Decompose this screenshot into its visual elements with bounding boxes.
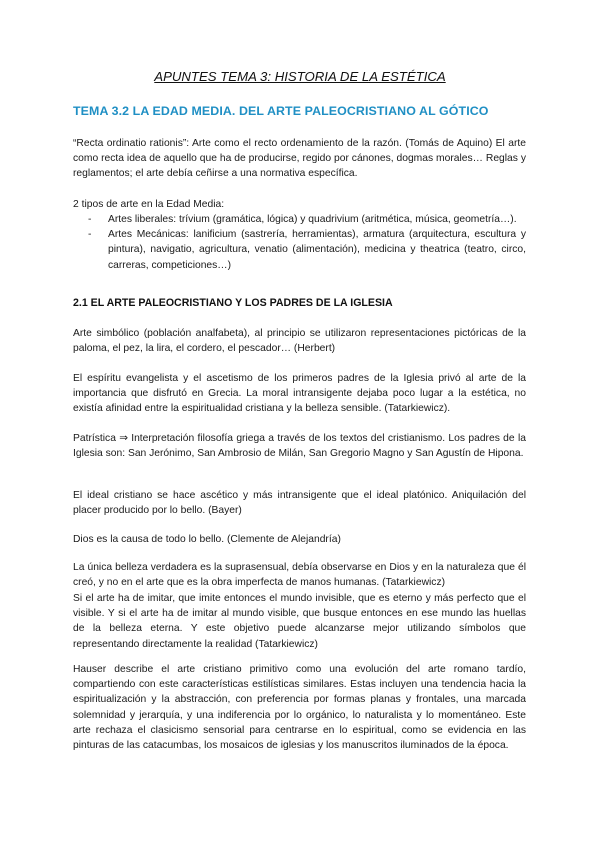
paragraph: Patrística ⇒ Interpretación filosofía griega a través de los textos del cristianismo. Los padres de la Iglesia son: San Jerónimo, San Ambrosio de Milán, San Gregorio Magno y San Agustín de Hipona. [73, 433, 526, 460]
art-types-list [88, 212, 526, 273]
paragraph: El ideal cristiano se hace ascético y más intransigente que el ideal platónico. Aniquilación del placer producido por lo bello. (Bayer) [73, 490, 526, 517]
paragraph: El espíritu evangelista y el ascetismo de los primeros padres de la Iglesia privó al arte de la importancia que disfrutó en Grecia. La moral intransigente dejaba poco lugar a la estética, no existía afinidad entre la espiritualidad cristiana y la belleza sensible. (Tatarkiewicz). [73, 373, 526, 415]
list-item-text: Artes Mecánicas: lanificium (sastrería, herramientas), armatura (arquitectura, escultura y pintura), navigatio, agricultura, venatio (alimentación), medicina y theatrica (teatro, circo, carreras, competiciones…) [108, 229, 526, 271]
paragraph: Dios es la causa de todo lo bello. (Clemente de Alejandría) [73, 534, 341, 545]
paragraph: La única belleza verdadera es la suprasensual, debía observarse en Dios y en la naturaleza que él creó, y no en el arte que es la obra imperfecta de manos humanas. (Tatarkiewicz) [73, 562, 526, 589]
list-bullet: - [88, 229, 92, 241]
subsection-title: 2.1 EL ARTE PALEOCRISTIANO Y LOS PADRES DE LA IGLESIA [73, 297, 393, 309]
types-heading: 2 tipos de arte en la Edad Media: [73, 199, 225, 210]
list-item-text: Artes liberales: trívium (gramática, lógica) y quadrivium (aritmética, música, geometría…). [108, 214, 517, 225]
intro-paragraph: “Recta ordinatio rationis”: Arte como el recto ordenamiento de la razón. (Tomás de Aquino) El arte como recta idea de aquello que ha de producirse, regido por cánones, dogmas morales… Reglas y reglamentos; el arte debía ceñirse a una normativa específica. [73, 138, 526, 180]
section-title: TEMA 3.2 LA EDAD MEDIA. DEL ARTE PALEOCRISTIANO AL GÓTICO [73, 104, 489, 118]
paragraph: Hauser describe el arte cristiano primitivo como una evolución del arte romano tardío, compartiendo con este características estilísticas similares. Estas incluyen una tendencia hacia la espiritualización y la abstracción, con preferencia por formas planas y frontales, una marcada solemnidad y jerarquía, y una indiferencia por lo orgánico, lo naturalista y lo momentáneo. Este arte rechaza el clasicismo sensorial para centrarse en lo espiritual, como se evidencia en las pinturas de las catacumbas, los mosaicos de iglesias y los manuscritos iluminados de la época. [73, 664, 526, 752]
list-item [88, 227, 526, 273]
document-title: APUNTES TEMA 3: HISTORIA DE LA ESTÉTICA [154, 69, 446, 84]
paragraph: Arte simbólico (población analfabeta), al principio se utilizaron representaciones pictóricas de la paloma, el pez, la lira, el cordero, el pescador… (Herbert) [73, 328, 526, 355]
list-item [88, 212, 526, 227]
list-bullet: - [88, 214, 92, 225]
paragraph: Si el arte ha de imitar, que imite entonces el mundo invisible, que es eterno y más perfecto que el visible. Y si el arte ha de imitar al mundo visible, que busque entonces en ese mundo las huellas de la belleza eterna. Y este objetivo puede alcanzarse mejor utilizando símbolos que representando directamente la realidad (Tatarkiewicz) [73, 593, 526, 650]
